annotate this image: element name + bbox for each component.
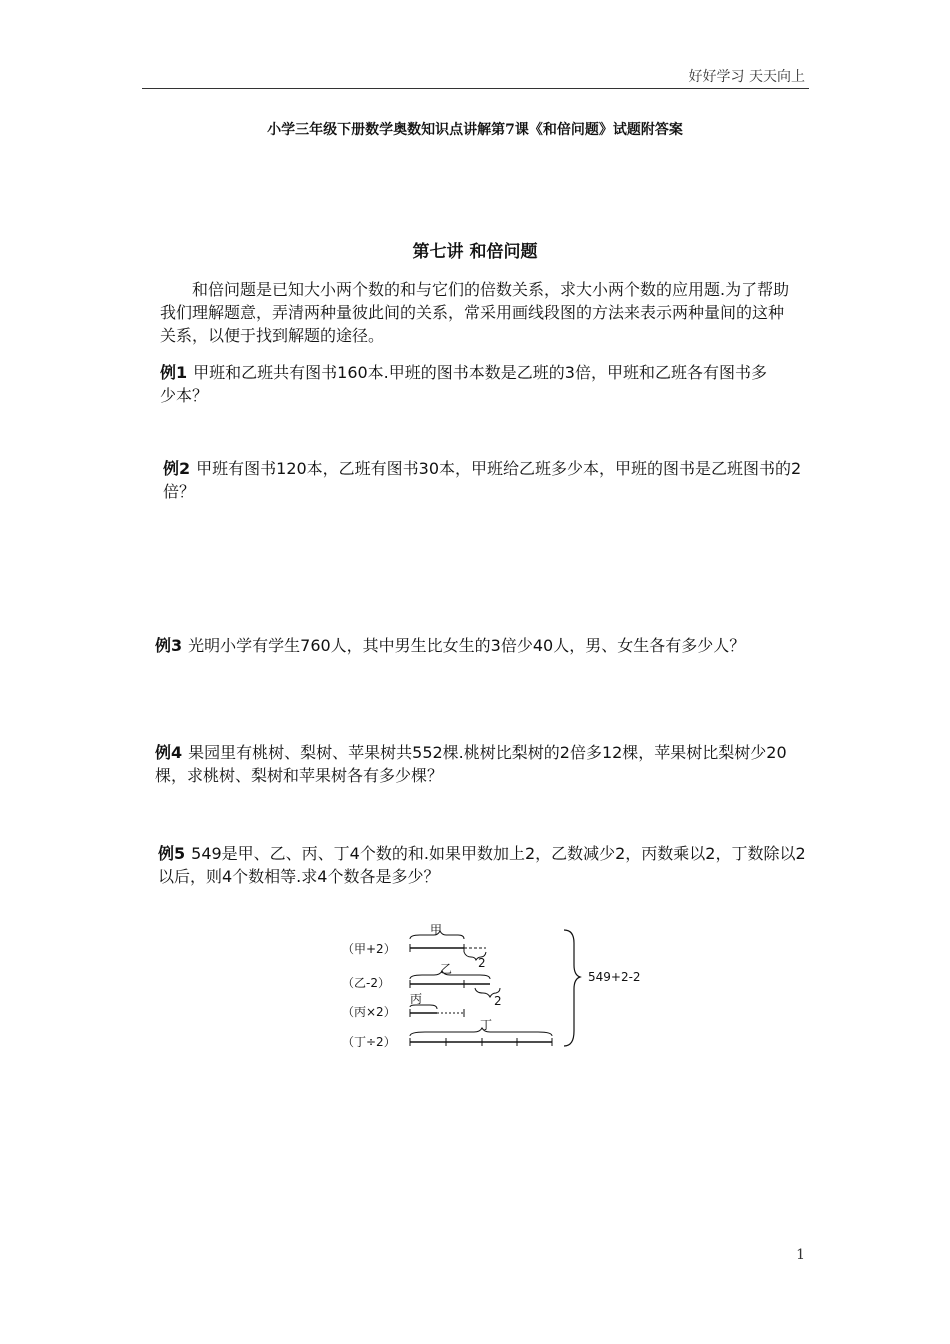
example-3-label: 例3	[155, 636, 183, 655]
total-label: 549+2-2	[588, 970, 641, 984]
example-3	[155, 634, 805, 657]
example-2	[163, 457, 803, 503]
yi-adjust-label: 2	[494, 994, 502, 1008]
example-2-label: 例2	[163, 459, 191, 478]
document-title: 小学三年级下册数学奥数知识点讲解第7课《和倍问题》试题附答案	[267, 122, 683, 138]
example-5-label: 例5	[158, 844, 186, 863]
example-5	[158, 842, 808, 888]
row-label-bing: （丙×2）	[342, 1005, 396, 1019]
jia-adjust-label: 2	[478, 956, 486, 970]
example-5-text: 549是甲、乙、丙、丁4个数的和.如果甲数加上2，乙数减少2，丙数乘以2，丁数除以2以后，则4个数相等.求4个数各是多少？	[158, 844, 806, 886]
example-1-text: 甲班和乙班共有图书160本.甲班的图书本数是乙班的3倍，甲班和乙班各有图书多少本？	[160, 363, 767, 405]
segment-diagram	[330, 915, 650, 1065]
example-4-text: 果园里有桃树、梨树、苹果树共552棵.桃树比梨树的2倍多12棵，苹果树比梨树少20棵，求桃树、梨树和苹果树各有多少棵？	[155, 743, 787, 785]
example-2-text: 甲班有图书120本，乙班有图书30本，甲班给乙班多少本，甲班的图书是乙班图书的2倍？	[163, 459, 802, 501]
example-1	[160, 361, 780, 407]
example-4	[155, 741, 805, 787]
row-label-ding: （丁÷2）	[342, 1035, 396, 1049]
segment-label-ding: 丁	[480, 1018, 493, 1032]
example-4-label: 例4	[155, 743, 183, 762]
header-rule	[142, 88, 809, 89]
example-3-text: 光明小学有学生760人，其中男生比女生的3倍少40人，男、女生各有多少人？	[188, 636, 746, 655]
segment-label-yi: 乙	[440, 962, 453, 976]
row-label-yi: （乙-2）	[342, 976, 390, 990]
example-1-label: 例1	[160, 363, 188, 382]
page-number: 1	[796, 1247, 805, 1263]
intro-paragraph: 和倍问题是已知大小两个数的和与它们的倍数关系，求大小两个数的应用题.为了帮助我们理解题意，弄清两种量彼此间的关系，常采用画线段图的方法来表示两种量间的这种关系，以便于找到解题的途径。	[160, 280, 790, 345]
ding-brace	[410, 1028, 552, 1036]
total-brace	[564, 930, 580, 1046]
header-motto: 好好学习 天天向上	[688, 69, 805, 85]
row-label-jia: （甲+2）	[342, 942, 396, 956]
segment-label-jia: 甲	[430, 923, 443, 937]
section-title: 第七讲 和倍问题	[412, 242, 538, 262]
segment-label-bing: 丙	[410, 992, 423, 1006]
